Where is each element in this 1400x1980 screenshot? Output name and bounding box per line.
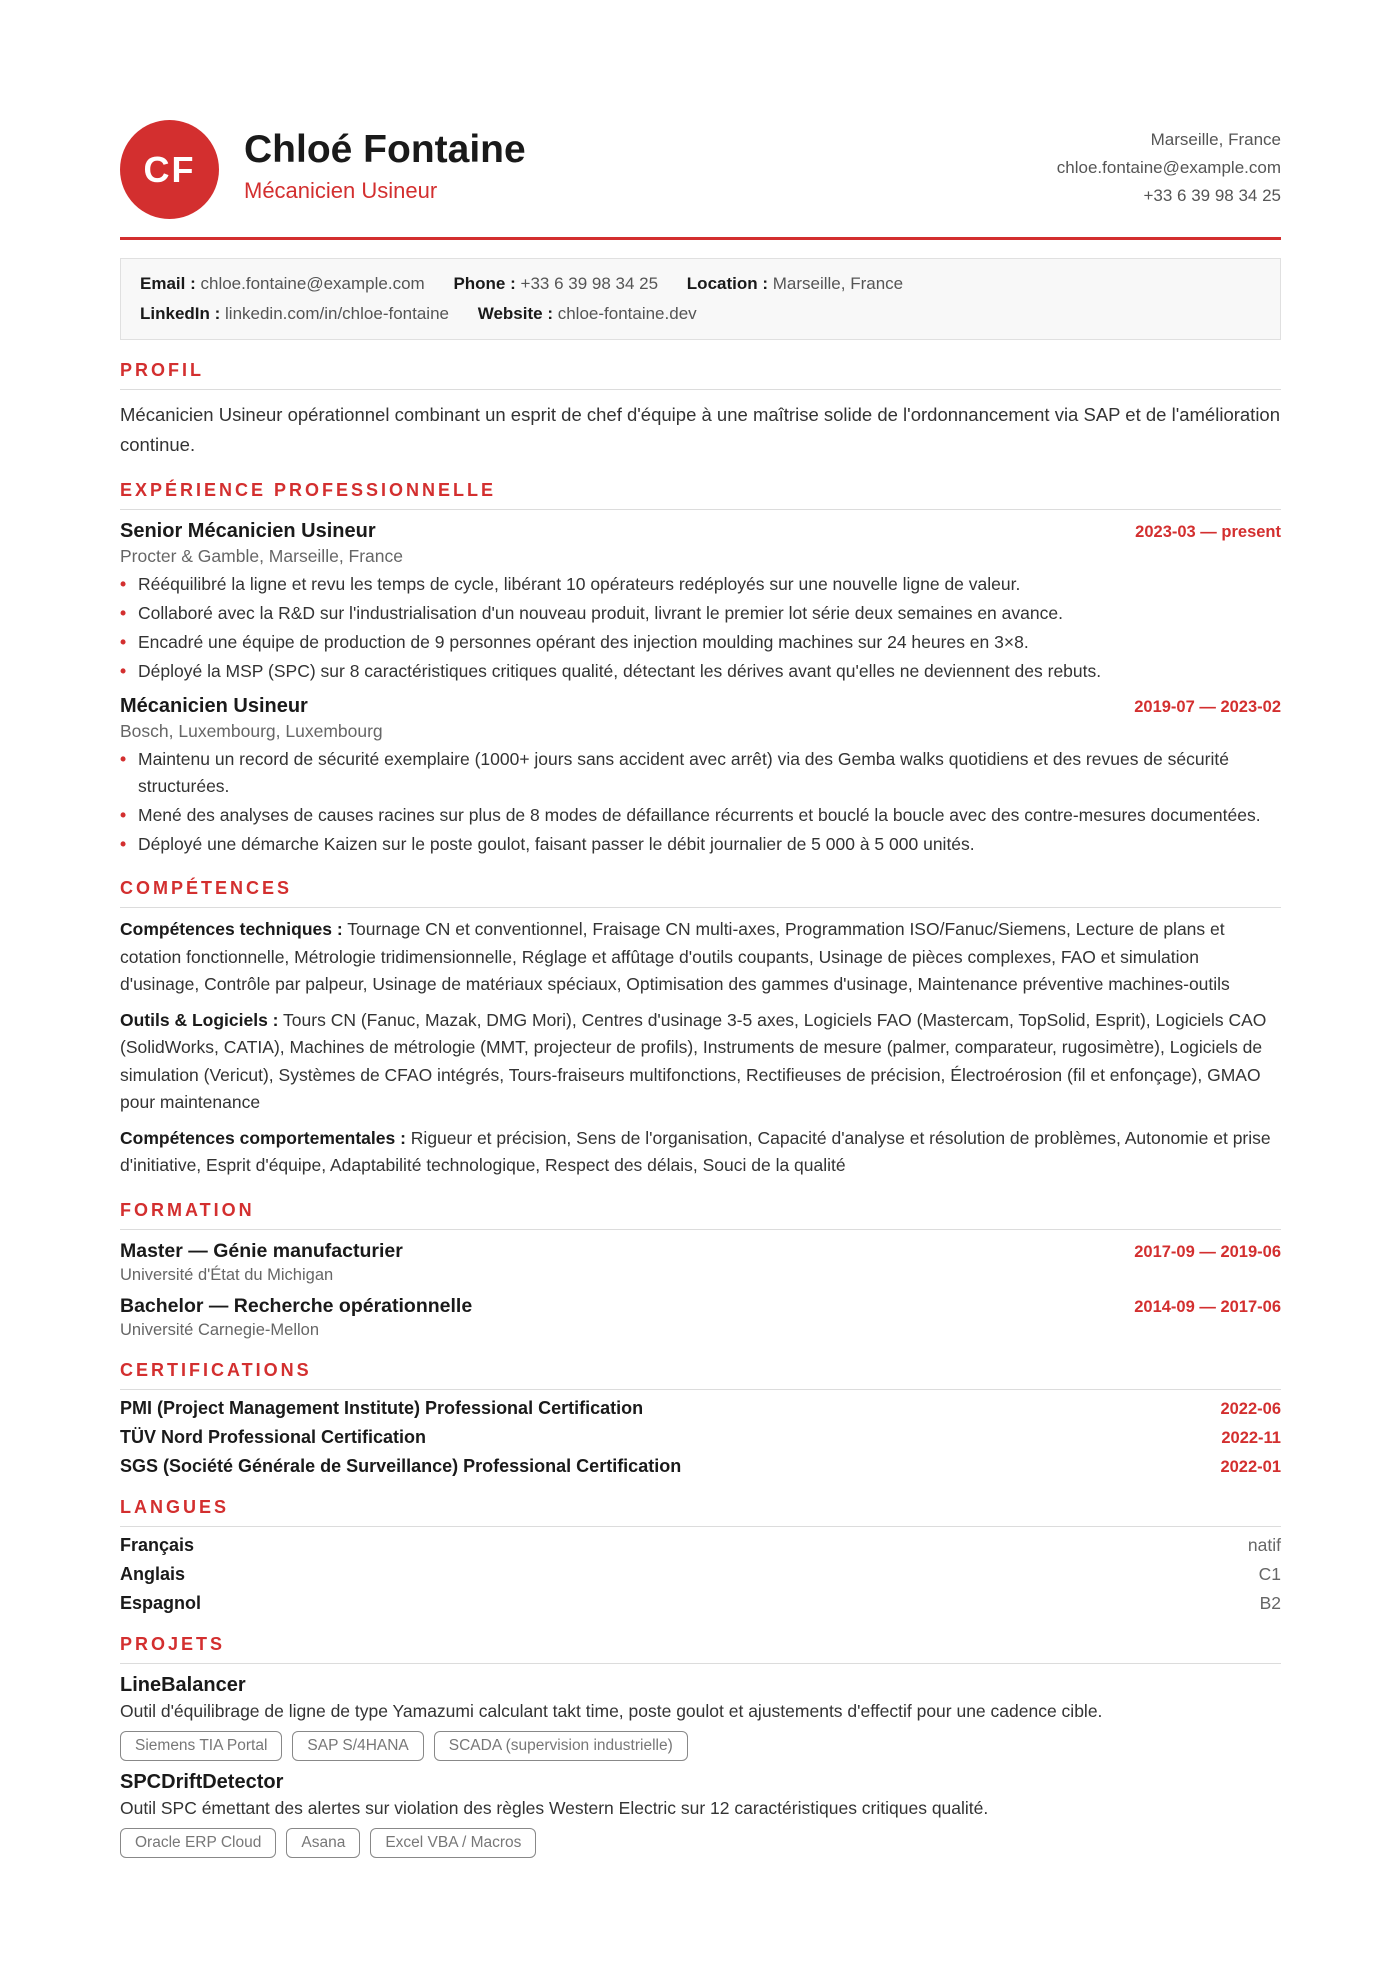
skill-list: Tours CN (Fanuc, Mazak, DMG Mori), Centres d'usinage 3-5 axes, Logiciels FAO (Mastercam, TopSolid, Esprit), Logiciels CAO (SolidWorks, CATIA), Machines de métrologie (MMT, projecteur de profils), Instruments de mesure (palmer, comparateur, rugosimètre), Logiciels de simulation (Vericut), Systèmes de CFAO intégrés, Tours-fraiseurs multifonctions, Rectifieuses de précision, Électroérosion (fil et enfonçage), GMAO pour maintenance xyxy=(120,1009,1267,1112)
bullet-item: • Déployé la MSP (SPC) sur 8 caractéristiques critiques qualité, détectant les dérives avant qu'elles ne deviennent des rebuts. xyxy=(120,658,1281,685)
tech-tag: Siemens TIA Portal xyxy=(120,1731,282,1761)
language-name: Espagnol xyxy=(120,1592,202,1613)
skill-label: Outils & Logiciels : xyxy=(120,1009,279,1030)
experience-bullets xyxy=(120,746,1281,858)
certification-item xyxy=(120,1456,1281,1477)
project-description: Outil SPC émettant des alertes sur violation des règles Western Electric sur 12 caractéristiques critiques qualité. xyxy=(120,1797,989,1818)
language-item xyxy=(120,1535,1281,1556)
header-phone[interactable]: +33 6 39 98 34 25 xyxy=(1143,186,1281,205)
experience-title: Mécanicien Usineur xyxy=(120,695,308,717)
location-label: Location : xyxy=(686,274,769,293)
project-item xyxy=(120,1771,1281,1858)
tech-tag: SAP S/4HANA xyxy=(292,1731,423,1761)
section-title-experience: EXPÉRIENCE PROFESSIONNELLE xyxy=(120,480,1281,510)
education-item xyxy=(120,1295,1281,1340)
project-description: Outil d'équilibrage de ligne de type Yamazumi calculant takt time, poste goulot et ajustements d'effectif pour une cadence cible. xyxy=(120,1700,1103,1721)
project-item xyxy=(120,1674,1281,1761)
experience-dates: 2023-03 — present xyxy=(1135,523,1281,541)
language-level: B2 xyxy=(1259,1592,1281,1613)
resume-page xyxy=(120,0,1281,1858)
phone-value[interactable]: +33 6 39 98 34 25 xyxy=(520,274,659,293)
resume-header xyxy=(120,0,1281,240)
job-title: Mécanicien Usineur xyxy=(244,178,438,203)
contact-box xyxy=(120,258,1281,340)
certification-item xyxy=(120,1427,1281,1448)
candidate-name: Chloé Fontaine xyxy=(244,128,526,171)
skill-list: Tournage CN et conventionnel, Fraisage CN multi-axes, Programmation ISO/Fanuc/Siemens, Lecture de plans et cotation fonctionnelle, Métrologie tridimensionnelle, Réglage et affûtage d'outils coupants, Usinage de pièces complexes, FAO et simulation d'usinage, Contrôle par palpeur, Usinage de matériaux spéciaux, Optimisation des gammes d'usinage, Maintenance préventive machines-outils xyxy=(120,919,1230,994)
bullet-item: • Mené des analyses de causes racines sur plus de 8 modes de défaillance récurrents et bouclé la boucle avec des contre-mesures documentées. xyxy=(120,802,1281,829)
skill-group xyxy=(120,1007,1281,1117)
skill-group xyxy=(120,1125,1281,1180)
language-level: C1 xyxy=(1258,1563,1281,1584)
website-label: Website : xyxy=(477,304,553,323)
experience-title: Senior Mécanicien Usineur xyxy=(120,520,376,542)
tech-tag: Asana xyxy=(286,1828,360,1858)
education-degree: Bachelor — Recherche opérationnelle xyxy=(120,1294,473,1317)
experience-dates: 2019-07 — 2023-02 xyxy=(1134,698,1281,716)
section-title-formation: FORMATION xyxy=(120,1200,1281,1230)
language-name: Français xyxy=(120,1534,195,1555)
education-school: Université d'État du Michigan xyxy=(120,1265,334,1284)
header-contact xyxy=(1057,126,1281,210)
header-location: Marseille, France xyxy=(1150,130,1281,149)
tech-tag: SCADA (supervision industrielle) xyxy=(434,1731,688,1761)
experience-item xyxy=(120,520,1281,685)
certification-date: 2022-11 xyxy=(1221,1428,1281,1447)
project-name: LineBalancer xyxy=(120,1673,246,1696)
website-link[interactable]: chloe-fontaine.dev xyxy=(557,304,697,323)
tech-tag: Oracle ERP Cloud xyxy=(120,1828,276,1858)
experience-item xyxy=(120,695,1281,858)
contact-website[interactable] xyxy=(478,299,697,329)
profile-summary: Mécanicien Usineur opérationnel combinant un esprit de chef d'équipe à une maîtrise solide de l'ordonnancement via SAP et de l'amélioration continue. xyxy=(120,404,1281,455)
education-school: Université Carnegie-Mellon xyxy=(120,1320,319,1339)
project-name: SPCDriftDetector xyxy=(120,1770,284,1793)
certification-item xyxy=(120,1398,1281,1419)
language-item xyxy=(120,1593,1281,1614)
certification-date: 2022-06 xyxy=(1220,1399,1281,1418)
bullet-item: • Collaboré avec la R&D sur l'industrialisation d'un nouveau produit, livrant le premier lot série deux semaines en avance. xyxy=(120,600,1281,627)
section-title-competences: COMPÉTENCES xyxy=(120,878,1281,908)
linkedin-link[interactable]: linkedin.com/in/chloe-fontaine xyxy=(225,304,449,323)
skill-list: Rigueur et précision, Sens de l'organisation, Capacité d'analyse et résolution de problèmes, Autonomie et prise d'initiative, Esprit d'équipe, Adaptabilité technologique, Respect des délais, Souci de la qualité xyxy=(120,1127,1271,1175)
education-item xyxy=(120,1240,1281,1285)
project-tags xyxy=(120,1731,1281,1761)
section-title-certifications: CERTIFICATIONS xyxy=(120,1360,1281,1390)
skill-group xyxy=(120,916,1281,999)
skill-label: Compétences techniques : xyxy=(120,919,343,939)
bullet-item: • Rééquilibré la ligne et revu les temps de cycle, libérant 10 opérateurs redéployés sur une nouvelle ligne de valeur. xyxy=(120,571,1281,598)
certification-name: SGS (Société Générale de Surveillance) Professional Certification xyxy=(120,1455,682,1476)
experience-bullets xyxy=(120,571,1281,685)
education-dates: 2017-09 — 2019-06 xyxy=(1134,1242,1281,1261)
language-name: Anglais xyxy=(120,1563,186,1584)
bullet-item: • Encadré une équipe de production de 9 personnes opérant des injection moulding machines sur 24 heures en 3×8. xyxy=(120,629,1281,656)
language-item xyxy=(120,1564,1281,1585)
certification-name: PMI (Project Management Institute) Professional Certification xyxy=(120,1397,644,1418)
language-level: natif xyxy=(1247,1534,1281,1555)
experience-company: Procter & Gamble, Marseille, France xyxy=(120,546,404,566)
phone-label: Phone : xyxy=(453,274,516,293)
contact-linkedin[interactable] xyxy=(140,299,449,329)
section-title-projets: PROJETS xyxy=(120,1634,1281,1664)
experience-company: Bosch, Luxembourg, Luxembourg xyxy=(120,721,383,741)
skill-label: Compétences comportementales : xyxy=(120,1127,406,1148)
email-value[interactable]: chloe.fontaine@example.com xyxy=(200,274,425,293)
contact-phone[interactable] xyxy=(453,269,658,299)
education-degree: Master — Génie manufacturier xyxy=(120,1239,403,1262)
certification-date: 2022-01 xyxy=(1220,1457,1281,1476)
project-tags xyxy=(120,1828,1281,1858)
contact-location xyxy=(687,269,903,299)
education-dates: 2014-09 — 2017-06 xyxy=(1134,1297,1281,1316)
contact-email[interactable] xyxy=(140,269,425,299)
avatar: CF xyxy=(120,120,219,219)
certification-name: TÜV Nord Professional Certification xyxy=(120,1426,427,1447)
section-title-langues: LANGUES xyxy=(120,1497,1281,1527)
bullet-item: • Déployé une démarche Kaizen sur le poste goulot, faisant passer le débit journalier de 5 000 à 5 000 unités. xyxy=(120,831,1281,858)
location-value: Marseille, France xyxy=(772,274,904,293)
header-email[interactable]: chloe.fontaine@example.com xyxy=(1056,158,1281,177)
tech-tag: Excel VBA / Macros xyxy=(370,1828,536,1858)
section-title-profil: PROFIL xyxy=(120,360,1281,390)
email-label: Email : xyxy=(140,274,196,293)
linkedin-label: LinkedIn : xyxy=(140,304,221,323)
bullet-item: • Maintenu un record de sécurité exemplaire (1000+ jours sans accident avec arrêt) via des Gemba walks quotidiens et des revues de sécurité structurées. xyxy=(120,746,1281,800)
